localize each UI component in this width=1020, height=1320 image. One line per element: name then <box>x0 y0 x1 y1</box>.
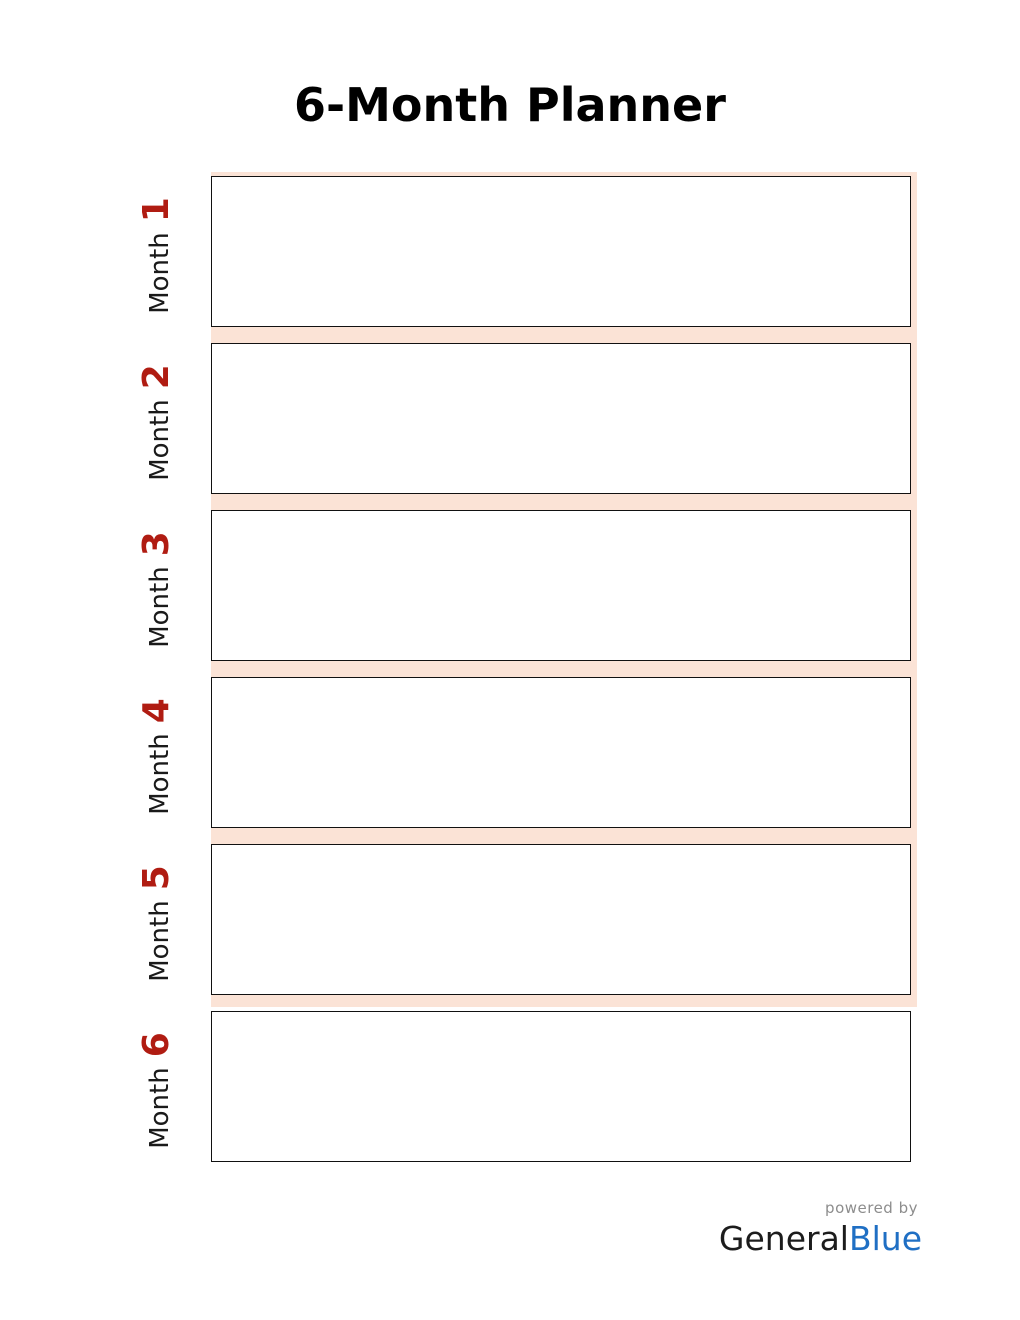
month-number-label: 3 <box>135 531 177 557</box>
month-number-label: 4 <box>135 698 177 724</box>
footer-branding <box>622 1199 922 1258</box>
planner-rows <box>0 172 1020 1174</box>
row-label-cell <box>101 506 211 673</box>
month-note-box[interactable] <box>211 677 911 828</box>
row-label-cell <box>101 673 211 840</box>
page-title: 6-Month Planner <box>294 78 726 132</box>
month-word-label: Month <box>144 566 175 648</box>
row-label-rotated <box>101 840 211 1007</box>
planner-row <box>0 339 1020 506</box>
month-note-box[interactable] <box>211 1011 911 1162</box>
month-number-label: 5 <box>135 865 177 891</box>
powered-by-label: powered by <box>825 1199 918 1217</box>
month-number-label: 6 <box>135 1032 177 1058</box>
month-word-label: Month <box>144 399 175 481</box>
month-note-box[interactable] <box>211 176 911 327</box>
row-label-cell <box>101 172 211 339</box>
row-label-rotated <box>101 506 211 673</box>
row-label-rotated <box>101 339 211 506</box>
month-word-label: Month <box>144 900 175 982</box>
month-word-label: Month <box>144 1067 175 1149</box>
month-number-label: 2 <box>135 364 177 390</box>
planner-row <box>0 1007 1020 1174</box>
planner-row <box>0 840 1020 1007</box>
generalblue-logo <box>622 1219 922 1258</box>
month-note-box[interactable] <box>211 343 911 494</box>
month-word-label: Month <box>144 232 175 314</box>
row-label-rotated <box>101 172 211 339</box>
row-label-rotated <box>101 673 211 840</box>
row-label-cell <box>101 840 211 1007</box>
month-number-label: 1 <box>135 197 177 223</box>
month-note-box[interactable] <box>211 510 911 661</box>
row-label-cell <box>101 339 211 506</box>
planner-row <box>0 673 1020 840</box>
month-word-label: Month <box>144 733 175 815</box>
month-note-box[interactable] <box>211 844 911 995</box>
brand-first-word: General <box>718 1219 849 1258</box>
brand-second-word: Blue <box>848 1219 922 1258</box>
planner-row <box>0 172 1020 339</box>
row-label-cell <box>101 1007 211 1174</box>
row-label-rotated <box>101 1007 211 1174</box>
planner-row <box>0 506 1020 673</box>
